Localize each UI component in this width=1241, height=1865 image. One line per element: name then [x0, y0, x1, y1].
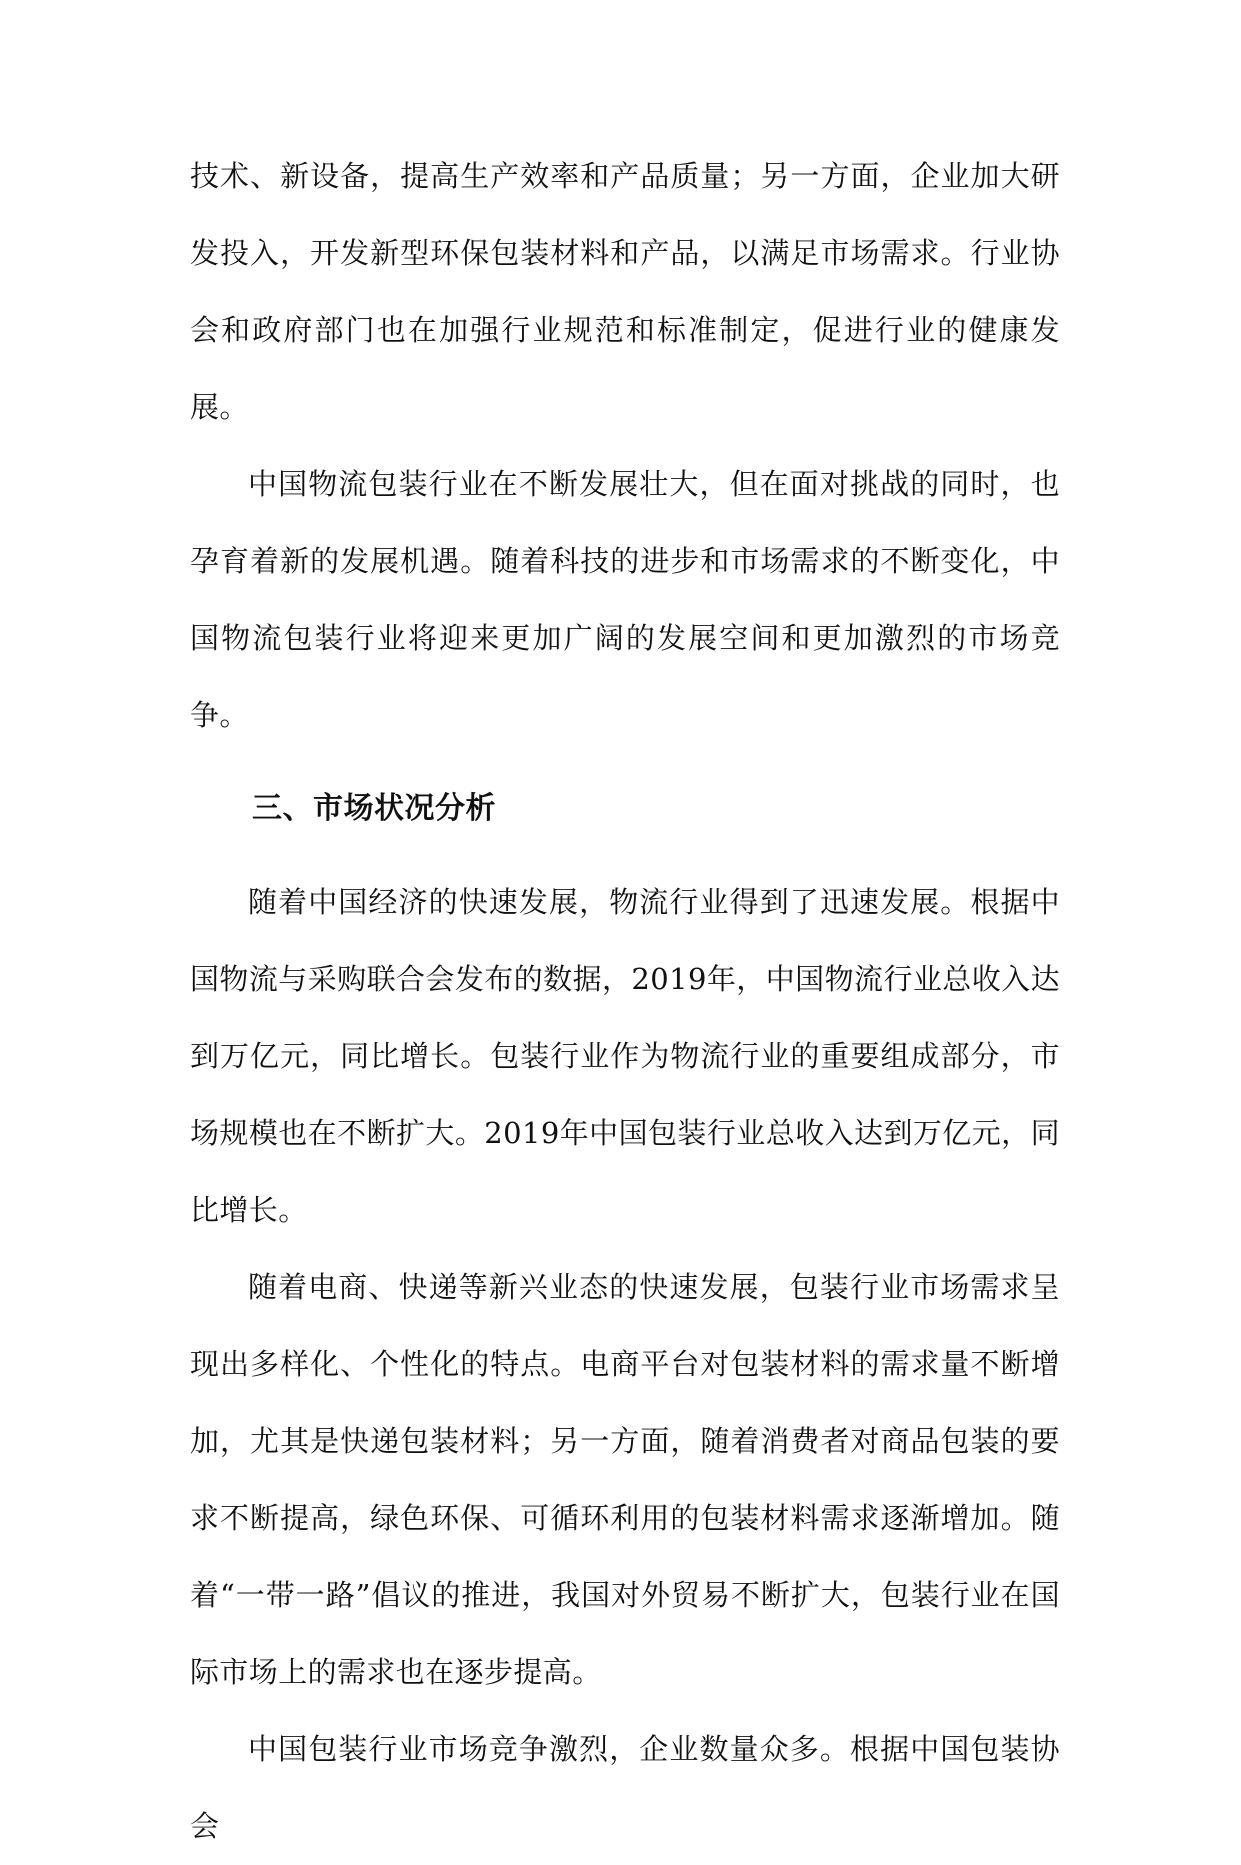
paragraph: 随着中国经济的快速发展，物流行业得到了迅速发展。根据中国物流与采购联合会发布的数据，2019年，中国物流行业总收入达到万亿元，同比增长。包装行业作为物流行业的重要组成部分，市场规模也在不断扩大。2019年中国包装行业总收入达到万亿元，同比增长。	[190, 885, 1060, 1227]
paragraph: 中国物流包装行业在不断发展壮大，但在面对挑战的同时，也孕育着新的发展机遇。随着科技的进步和市场需求的不断变化，中国物流包装行业将迎来更加广阔的发展空间和更加激烈的市场竞争。	[190, 467, 1060, 732]
paragraph: 随着电商、快递等新兴业态的快速发展，包装行业市场需求呈现出多样化、个性化的特点。电商平台对包装材料的需求量不断增加，尤其是快递包装材料；另一方面，随着消费者对商品包装的要求不断提高，绿色环保、可循环利用的包装材料需求逐渐增加。随着“一带一路”倡议的推进，我国对外贸易不断扩大，包装行业在国际市场上的需求也在逐步提高。	[190, 1270, 1060, 1689]
paragraph: 技术、新设备，提高生产效率和产品质量；另一方面，企业加大研发投入，开发新型环保包装材料和产品，以满足市场需求。行业协会和政府部门也在加强行业规范和标准制定，促进行业的健康发展。	[190, 159, 1060, 424]
document-page	[190, 138, 1060, 1865]
paragraph: 中国包装行业市场竞争激烈，企业数量众多。根据中国包装协会	[190, 1732, 1060, 1843]
section-heading: 三、市场状况分析	[252, 791, 496, 826]
